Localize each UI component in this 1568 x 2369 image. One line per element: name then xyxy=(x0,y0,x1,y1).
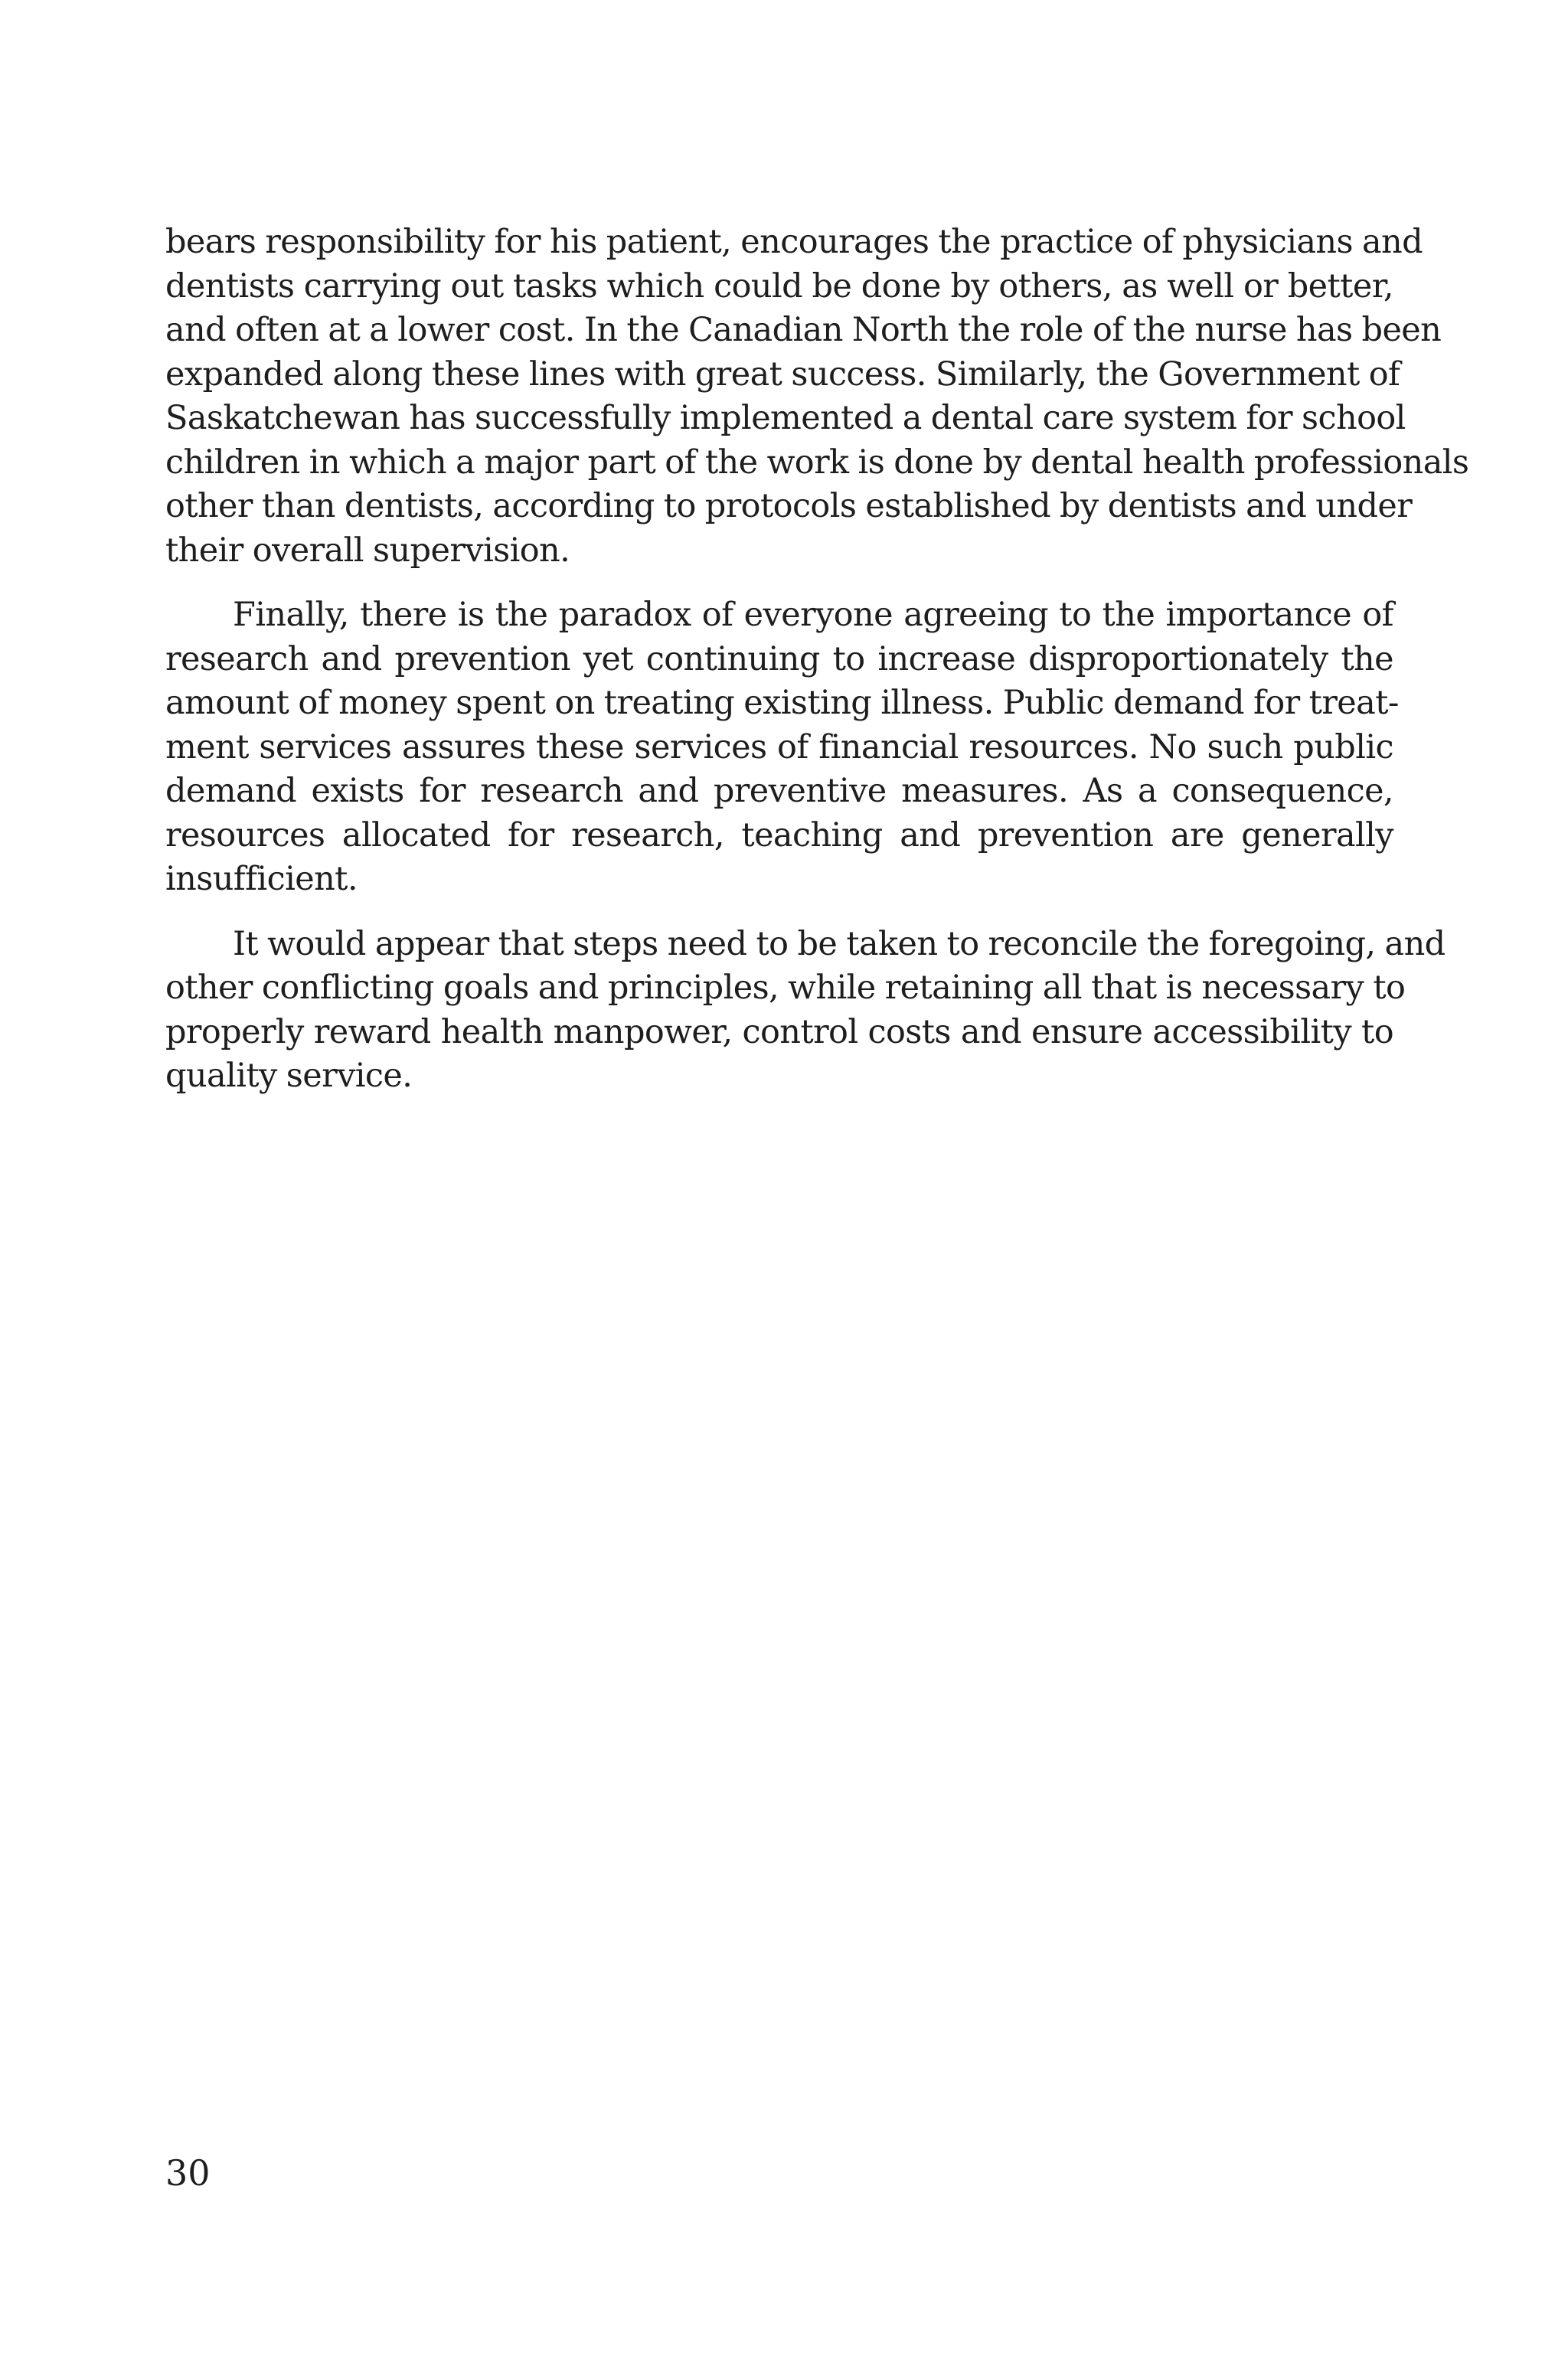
text-line: bears responsibility for his patient, encourages the practice of physicians and xyxy=(165,223,1423,261)
text-line: Saskatchewan has successfully implemented a dental care system for school xyxy=(165,399,1406,437)
text-line: properly reward health manpower, control costs and ensure accessibility to xyxy=(165,1012,1393,1051)
text-line: research and prevention yet continuing to increase disproportionately the xyxy=(165,639,1393,678)
paragraph-2 xyxy=(165,593,1399,902)
text-line: insufficient. xyxy=(165,860,358,898)
text-line xyxy=(165,923,1446,967)
text-line xyxy=(165,593,1393,638)
text-line: children in which a major part of the work is done by dental health professionals xyxy=(165,443,1469,482)
text-line: amount of money spent on treating existing illness. Public demand for treat- xyxy=(165,684,1399,722)
text-line: resources allocated for research, teaching and prevention are generally xyxy=(165,815,1393,854)
text-line-content: It would appear that steps need to be taken to reconcile the foregoing, and xyxy=(233,924,1446,963)
text-line: their overall supervision. xyxy=(165,531,570,570)
text-line-content: Finally, there is the paradox of everyone agreeing to the importance of xyxy=(233,596,1393,634)
text-line: dentists carrying out tasks which could be done by others, as well or better, xyxy=(165,266,1393,306)
page-number: 30 xyxy=(165,2152,211,2194)
text-line: other than dentists, according to protocols established by dentists and under xyxy=(165,487,1413,525)
text-line: other conflicting goals and principles, while retaining all that is necessary to xyxy=(165,969,1406,1007)
text-line: quality service. xyxy=(165,1057,413,1095)
text-line: expanded along these lines with great success. Similarly, the Government of xyxy=(165,355,1400,394)
text-line: demand exists for research and preventive measures. As a consequence, xyxy=(165,772,1393,810)
paragraph-3 xyxy=(165,923,1446,1099)
text-line: ment services assures these services of financial resources. No such public xyxy=(165,727,1393,766)
text-line: and often at a lower cost. In the Canadian North the role of the nurse has been xyxy=(165,311,1442,349)
body-text xyxy=(165,221,1469,1119)
paragraph-1 xyxy=(165,221,1469,573)
